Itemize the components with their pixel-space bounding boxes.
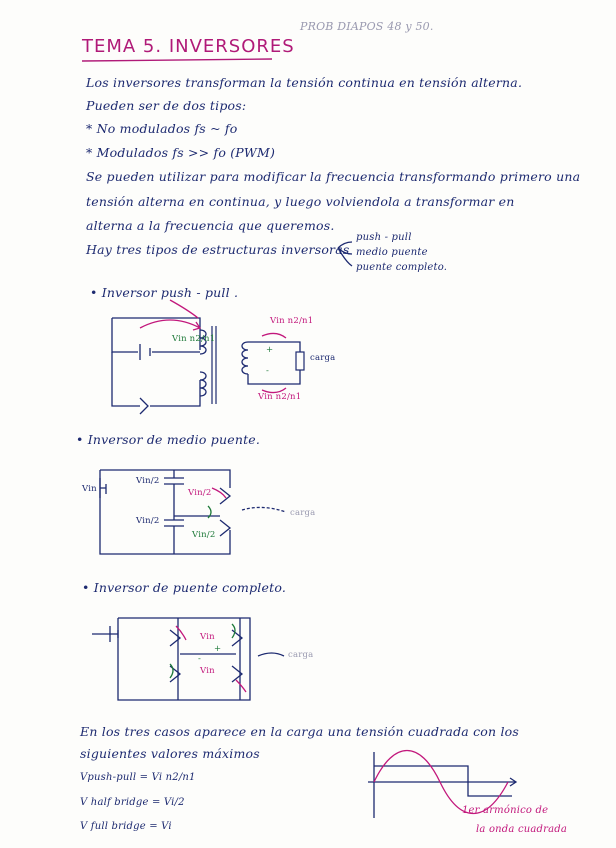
- fb-vin-bottom: Vin: [200, 666, 215, 676]
- hb-vin-half-pink: Vin/2: [188, 488, 212, 498]
- hb-vin: Vin: [82, 484, 97, 494]
- hb-vin-half-green: Vin/2: [192, 530, 216, 540]
- structure-type: puente completo.: [356, 262, 448, 273]
- header-note: PROB DIAPOS 48 y 50.: [300, 20, 434, 33]
- pp-vin-top-label: Vin n2/n1: [270, 316, 314, 326]
- conclusion-line: siguientes valores máximos: [80, 746, 260, 761]
- section-half-bridge: • Inversor de medio puente.: [76, 432, 261, 447]
- formula-half-bridge: V half bridge = Vi/2: [80, 797, 185, 808]
- formula-full-bridge: V full bridge = Vi: [80, 821, 172, 832]
- pp-load-label: carga: [310, 353, 336, 363]
- structure-type: push - pull: [356, 232, 412, 243]
- intro-line: Pueden ser de dos tipos:: [86, 98, 247, 113]
- wave-note: 1er armónico de: [462, 805, 549, 816]
- pp-minus: -: [266, 366, 270, 376]
- intro-line: tensión alterna en continua, y luego volviendola a transformar en: [86, 194, 515, 209]
- section-push-pull: • Inversor push - pull .: [90, 285, 239, 300]
- hb-vin-half-bottom: Vin/2: [136, 516, 160, 526]
- intro-line: Se pueden utilizar para modificar la frecuencia transformando primero una: [86, 169, 581, 184]
- intro-line: * No modulados fs ~ fo: [86, 121, 238, 136]
- page-title: TEMA 5. INVERSORES: [82, 36, 295, 57]
- fb-minus: -: [198, 654, 202, 664]
- intro-line: alterna a la frecuencia que queremos.: [86, 218, 335, 233]
- intro-line: Hay tres tipos de estructuras inversoras: [86, 242, 350, 257]
- hb-load-label: carga: [290, 508, 316, 518]
- structure-type: medio puente: [356, 247, 428, 258]
- intro-line: Los inversores transforman la tensión continua en tensión alterna.: [86, 75, 523, 90]
- hb-vin-half-top: Vin/2: [136, 476, 160, 486]
- intro-line: * Modulados fs >> fo (PWM): [86, 145, 276, 160]
- conclusion-line: En los tres casos aparece en la carga una tensión cuadrada con los: [80, 724, 519, 739]
- fb-load-label: carga: [288, 650, 314, 660]
- section-full-bridge: • Inversor de puente completo.: [82, 580, 287, 595]
- pp-vin-bottom-label: Vin n2/n1: [258, 392, 302, 402]
- fb-vin-top: Vin: [200, 632, 215, 642]
- fb-plus: +: [214, 644, 222, 654]
- pp-vin-label: Vin n2/n1: [172, 334, 216, 344]
- wave-note: la onda cuadrada: [476, 824, 568, 835]
- formula-push-pull: Vpush-pull = Vi n2/n1: [80, 772, 196, 783]
- pp-plus: +: [266, 345, 274, 355]
